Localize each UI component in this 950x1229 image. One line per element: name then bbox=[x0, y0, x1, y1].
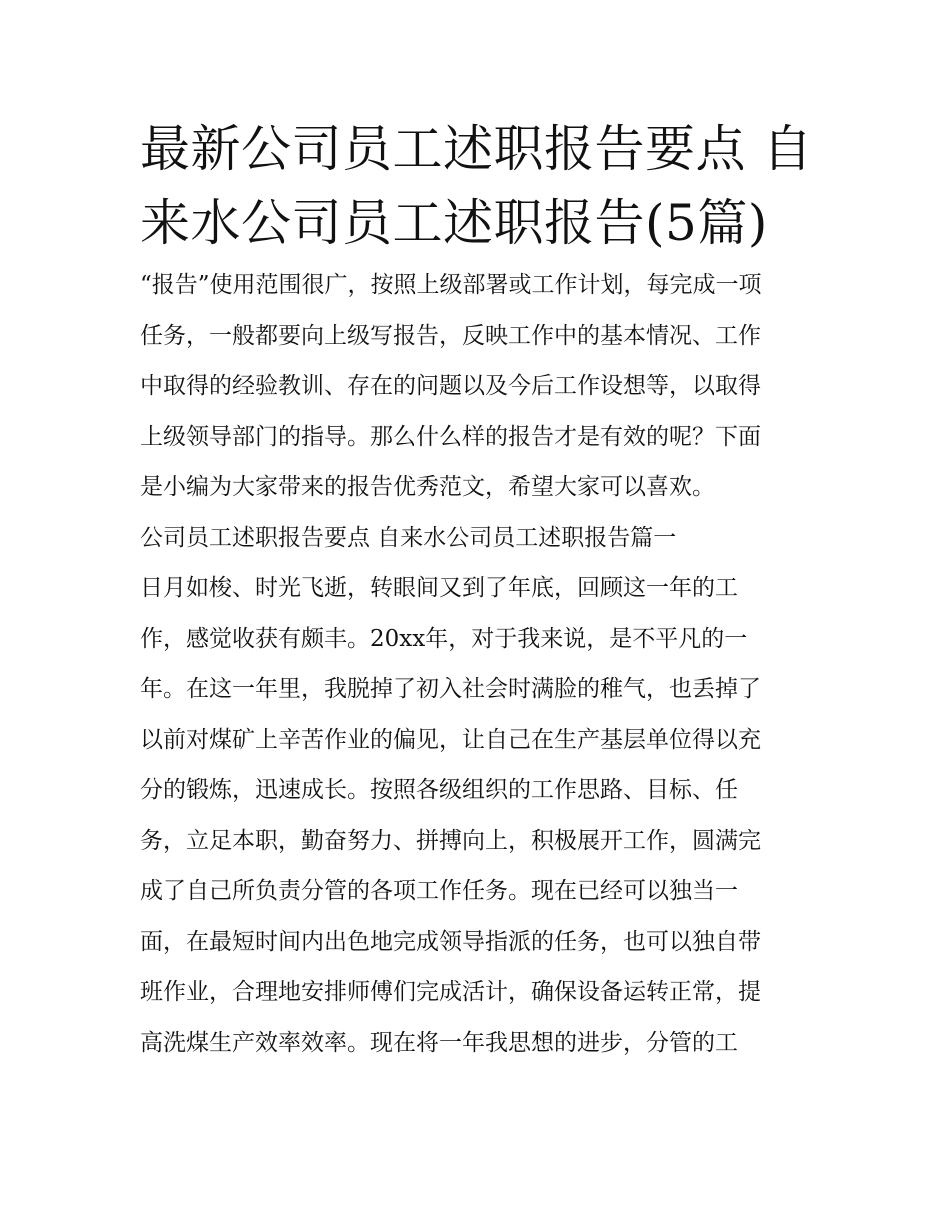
body-line: 日月如梭、时光飞逝，转眼间又到了年底，回顾这一年的工 bbox=[140, 575, 738, 601]
body-line: 作，感觉收获有颇丰。20xx年，对于我来说，是不平凡的一 bbox=[140, 625, 748, 652]
intro-line: 任务，一般都要向上级写报告，反映工作中的基本情况、工作 bbox=[140, 322, 761, 349]
intro-line: 是小编为大家带来的报告优秀范文，希望大家可以喜欢。 bbox=[140, 474, 715, 500]
document-title bbox=[140, 112, 820, 260]
body-line: 班作业，合理地安排师傅们完成活计，确保设备运转正常，提 bbox=[140, 979, 761, 1005]
document-page bbox=[140, 112, 820, 1068]
intro-line: 上级领导部门的指导。那么什么样的报告才是有效的呢？下面 bbox=[140, 423, 761, 450]
body-line: 以前对煤矿上辛苦作业的偏见，让自己在生产基层单位得以充 bbox=[140, 726, 761, 753]
intro-line: “报告”使用范围很广，按照上级部署或工作计划，每完成一项 bbox=[140, 272, 762, 298]
intro-line: 中取得的经验教训、存在的问题以及今后工作设想等，以取得 bbox=[140, 373, 761, 399]
body-line: 年。在这一年里，我脱掉了初入社会时满脸的稚气，也丢掉了 bbox=[140, 676, 761, 702]
section-heading: 公司员工述职报告要点 自来水公司员工述职报告篇一 bbox=[140, 524, 677, 551]
body-line: 面，在最短时间内出色地完成领导指派的任务，也可以独自带 bbox=[140, 928, 761, 955]
body-line: 分的锻炼，迅速成长。按照各级组织的工作思路、目标、任 bbox=[140, 777, 738, 803]
title-line: 来水公司员工述职报告(5篇) bbox=[140, 194, 768, 252]
body-line: 务，立足本职，勤奋努力、拼搏向上，积极展开工作，圆满完 bbox=[140, 827, 761, 854]
body-line: 高洗煤生产效率效率。现在将一年我思想的进步，分管的工 bbox=[140, 1029, 738, 1056]
body-line: 成了自己所负责分管的各项工作任务。现在已经可以独当一 bbox=[140, 878, 738, 904]
title-line: 最新公司员工述职报告要点 自 bbox=[140, 120, 813, 178]
body-paragraph bbox=[140, 563, 820, 1068]
intro-paragraph bbox=[140, 260, 820, 513]
